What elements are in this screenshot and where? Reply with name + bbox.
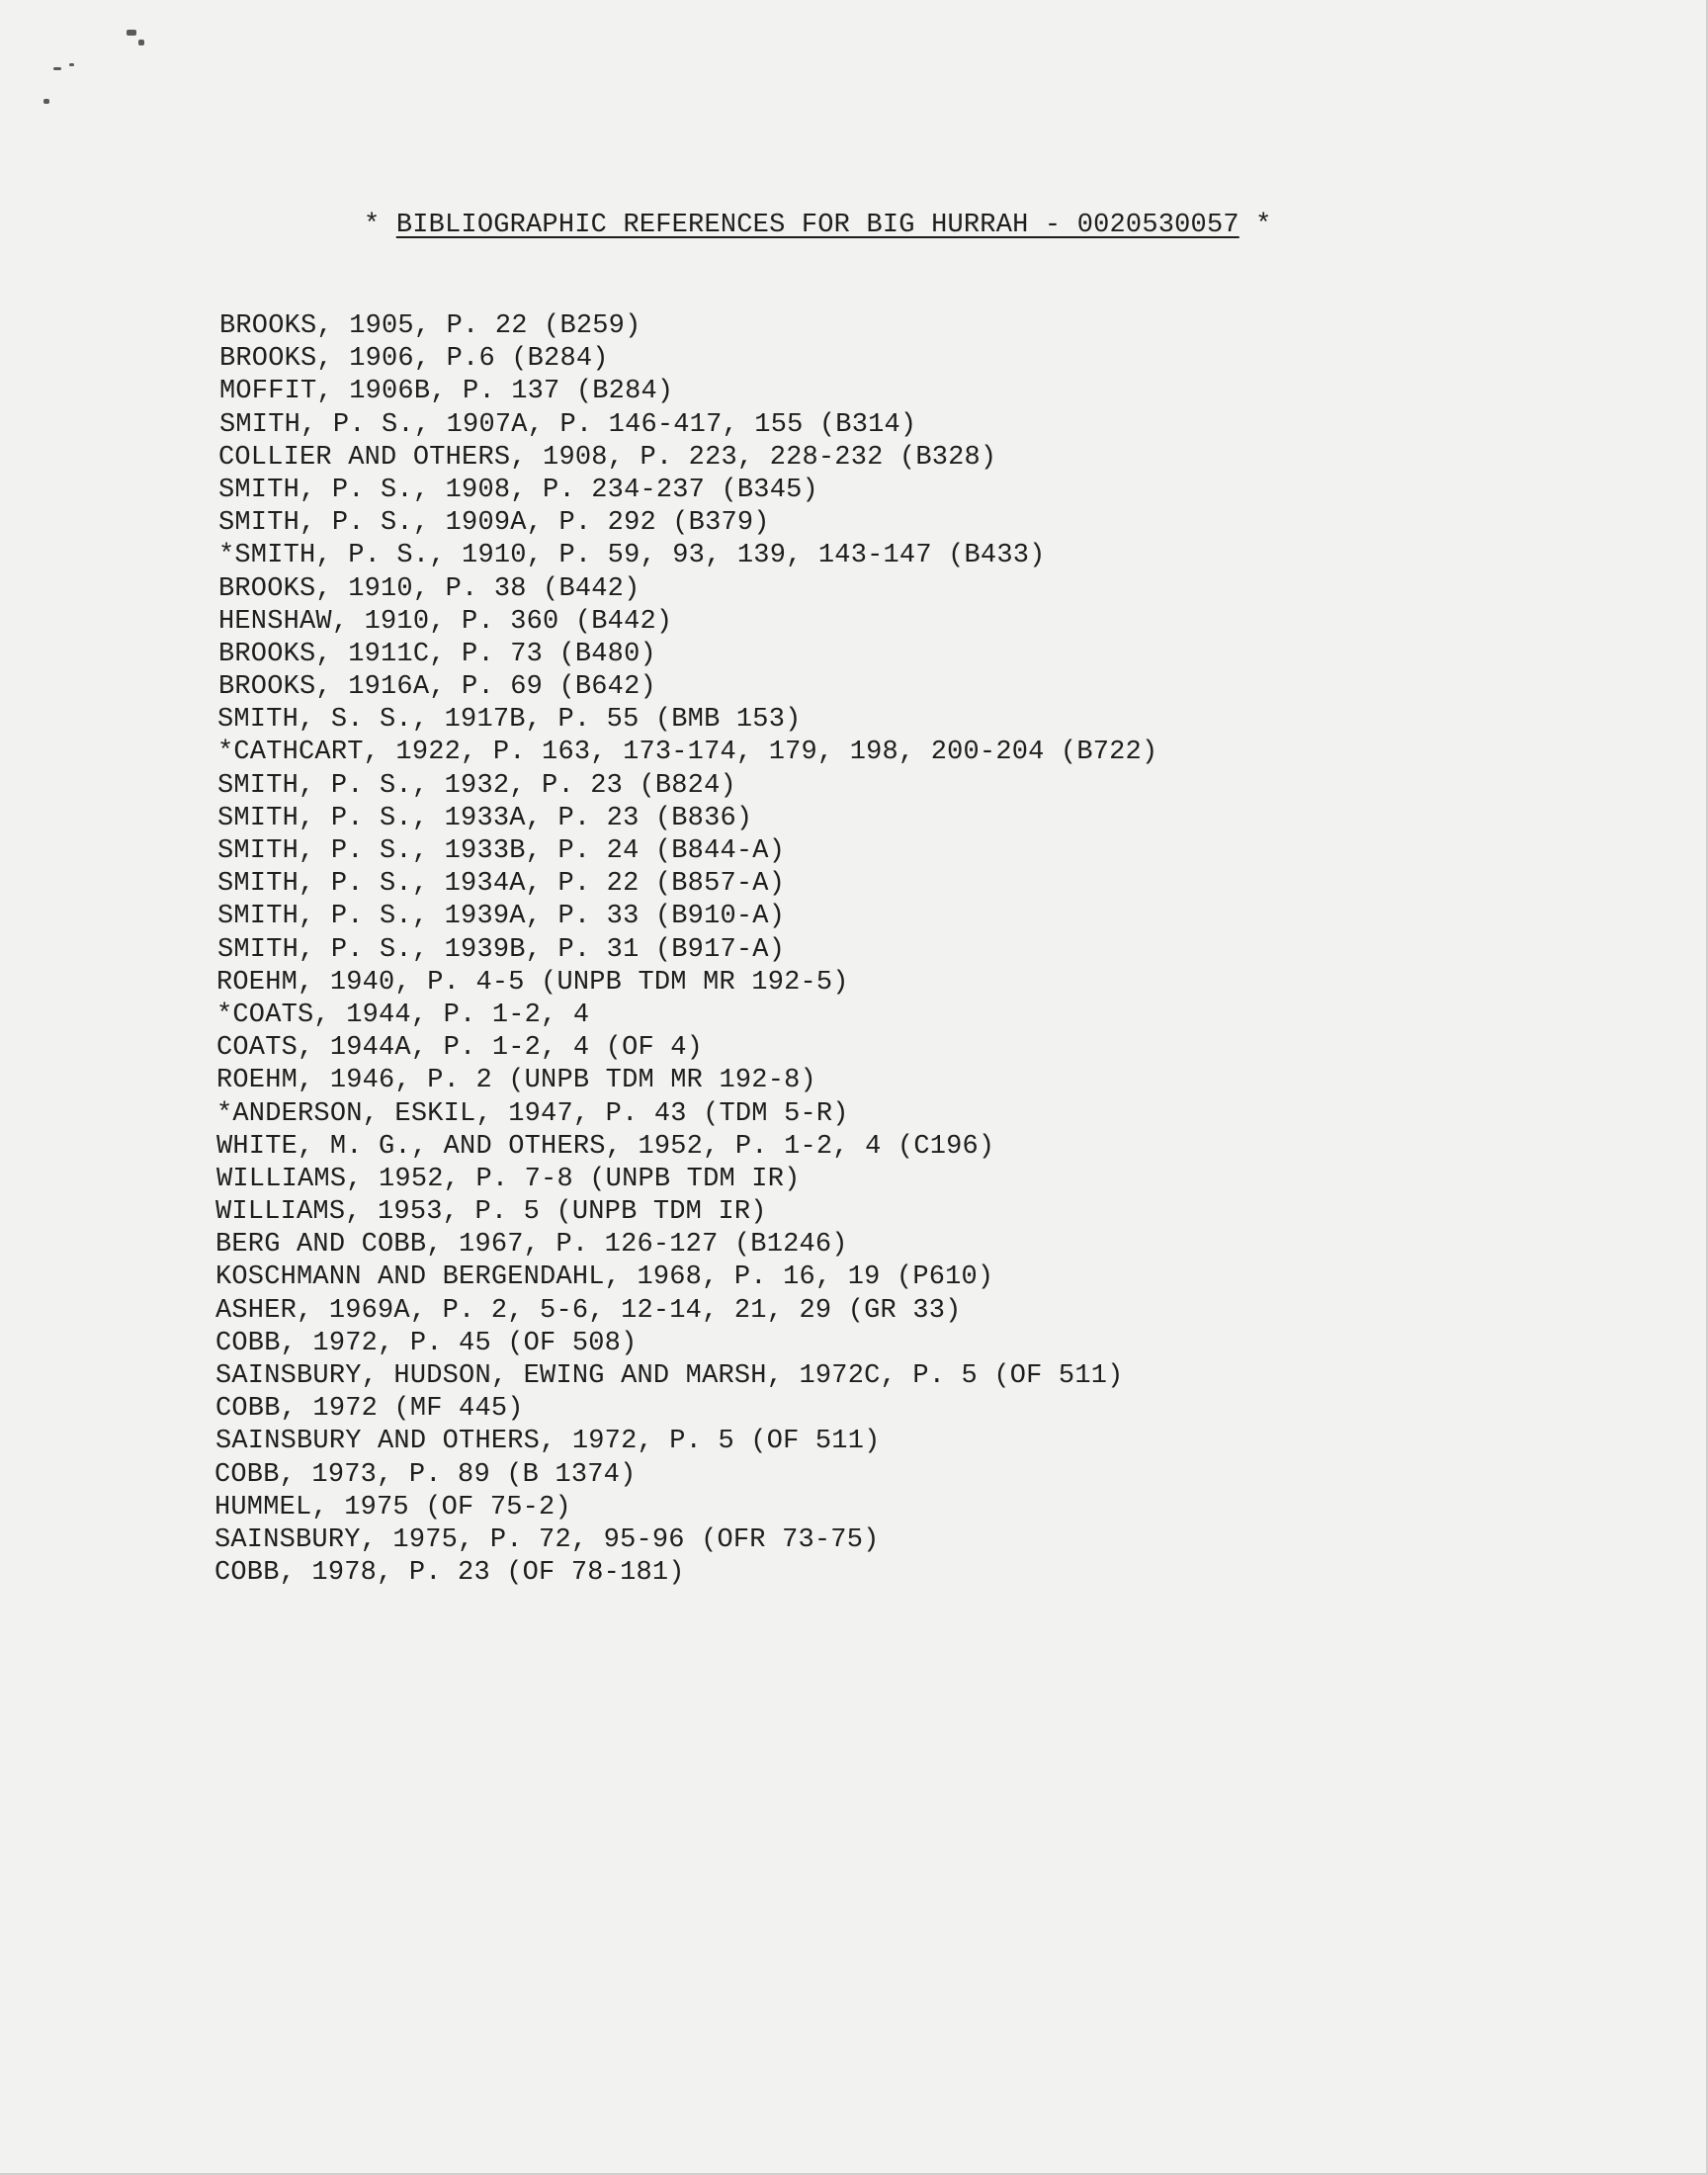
- reference-item: WILLIAMS, 1952, P. 7-8 (UNPB TDM IR): [216, 1164, 801, 1194]
- reference-item: BROOKS, 1910, P. 38 (B442): [218, 573, 640, 604]
- document-title: [364, 211, 1272, 240]
- reference-item: BROOKS, 1911C, P. 73 (B480): [218, 639, 656, 669]
- reference-item: SMITH, P. S., 1933A, P. 23 (B836): [217, 803, 753, 833]
- reference-item: SMITH, P. S., 1934A, P. 22 (B857-A): [217, 869, 786, 900]
- reference-item: SAINSBURY, 1975, P. 72, 95-96 (OFR 73-75): [214, 1524, 880, 1555]
- reference-item: BROOKS, 1906, P.6 (B284): [219, 344, 609, 375]
- reference-item: HENSHAW, 1910, P. 360 (B442): [218, 606, 673, 637]
- reference-item: SMITH, P. S., 1933B, P. 24 (B844-A): [217, 836, 786, 866]
- reference-item: SAINSBURY, HUDSON, EWING AND MARSH, 1972C, P. 5 (OF 511): [215, 1361, 1124, 1391]
- scan-speck: [138, 40, 144, 45]
- reference-list: [214, 310, 1504, 1590]
- reference-item: COBB, 1973, P. 89 (B 1374): [214, 1459, 637, 1490]
- scan-speck: [43, 99, 49, 104]
- reference-item: *COATS, 1944, P. 1-2, 4: [216, 1000, 590, 1030]
- reference-item: COBB, 1972 (MF 445): [215, 1394, 524, 1425]
- reference-item: SAINSBURY AND OTHERS, 1972, P. 5 (OF 511): [215, 1427, 881, 1457]
- title-prefix: *: [364, 211, 396, 240]
- reference-item: HUMMEL, 1975 (OF 75-2): [214, 1492, 571, 1522]
- reference-item: *CATHCART, 1922, P. 163, 173-174, 179, 198, 200-204 (B722): [217, 738, 1158, 768]
- reference-item: SMITH, P. S., 1909A, P. 292 (B379): [218, 508, 770, 539]
- reference-item: COLLIER AND OTHERS, 1908, P. 223, 228-232 (B328): [218, 442, 997, 473]
- reference-item: SMITH, P. S., 1907A, P. 146-417, 155 (B314): [219, 409, 917, 440]
- reference-item: BROOKS, 1916A, P. 69 (B642): [218, 672, 656, 703]
- reference-item: COBB, 1972, P. 45 (OF 508): [215, 1328, 638, 1358]
- reference-item: KOSCHMANN AND BERGENDAHL, 1968, P. 16, 19 (P610): [215, 1262, 994, 1293]
- reference-item: *SMITH, P. S., 1910, P. 59, 93, 139, 143-147 (B433): [218, 541, 1046, 571]
- scan-speck: [53, 67, 61, 70]
- scan-speck: [69, 63, 74, 66]
- reference-item: WILLIAMS, 1953, P. 5 (UNPB TDM IR): [215, 1197, 767, 1228]
- reference-item: SMITH, S. S., 1917B, P. 55 (BMB 153): [217, 705, 802, 736]
- reference-item: *ANDERSON, ESKIL, 1947, P. 43 (TDM 5-R): [216, 1098, 849, 1129]
- reference-item: BERG AND COBB, 1967, P. 126-127 (B1246): [215, 1230, 848, 1261]
- reference-item: SMITH, P. S., 1939B, P. 31 (B917-A): [217, 934, 786, 965]
- reference-item: SMITH, P. S., 1939A, P. 33 (B910-A): [217, 902, 786, 932]
- title-text: BIBLIOGRAPHIC REFERENCES FOR BIG HURRAH - 0020530057: [395, 211, 1239, 240]
- reference-item: SMITH, P. S., 1932, P. 23 (B824): [217, 770, 736, 801]
- reference-item: ROEHM, 1940, P. 4-5 (UNPB TDM MR 192-5): [216, 967, 849, 998]
- reference-item: COBB, 1978, P. 23 (OF 78-181): [214, 1558, 685, 1589]
- reference-item: ASHER, 1969A, P. 2, 5-6, 12-14, 21, 29 (GR 33): [215, 1295, 962, 1326]
- reference-item: ROEHM, 1946, P. 2 (UNPB TDM MR 192-8): [216, 1066, 816, 1096]
- reference-item: WHITE, M. G., AND OTHERS, 1952, P. 1-2, 4 (C196): [216, 1131, 995, 1162]
- reference-item: MOFFIT, 1906B, P. 137 (B284): [219, 377, 674, 407]
- reference-item: COATS, 1944A, P. 1-2, 4 (OF 4): [216, 1033, 704, 1064]
- reference-item: BROOKS, 1905, P. 22 (B259): [219, 311, 641, 341]
- scan-speck: [127, 30, 136, 36]
- title-suffix: *: [1238, 211, 1272, 240]
- reference-item: SMITH, P. S., 1908, P. 234-237 (B345): [218, 475, 818, 505]
